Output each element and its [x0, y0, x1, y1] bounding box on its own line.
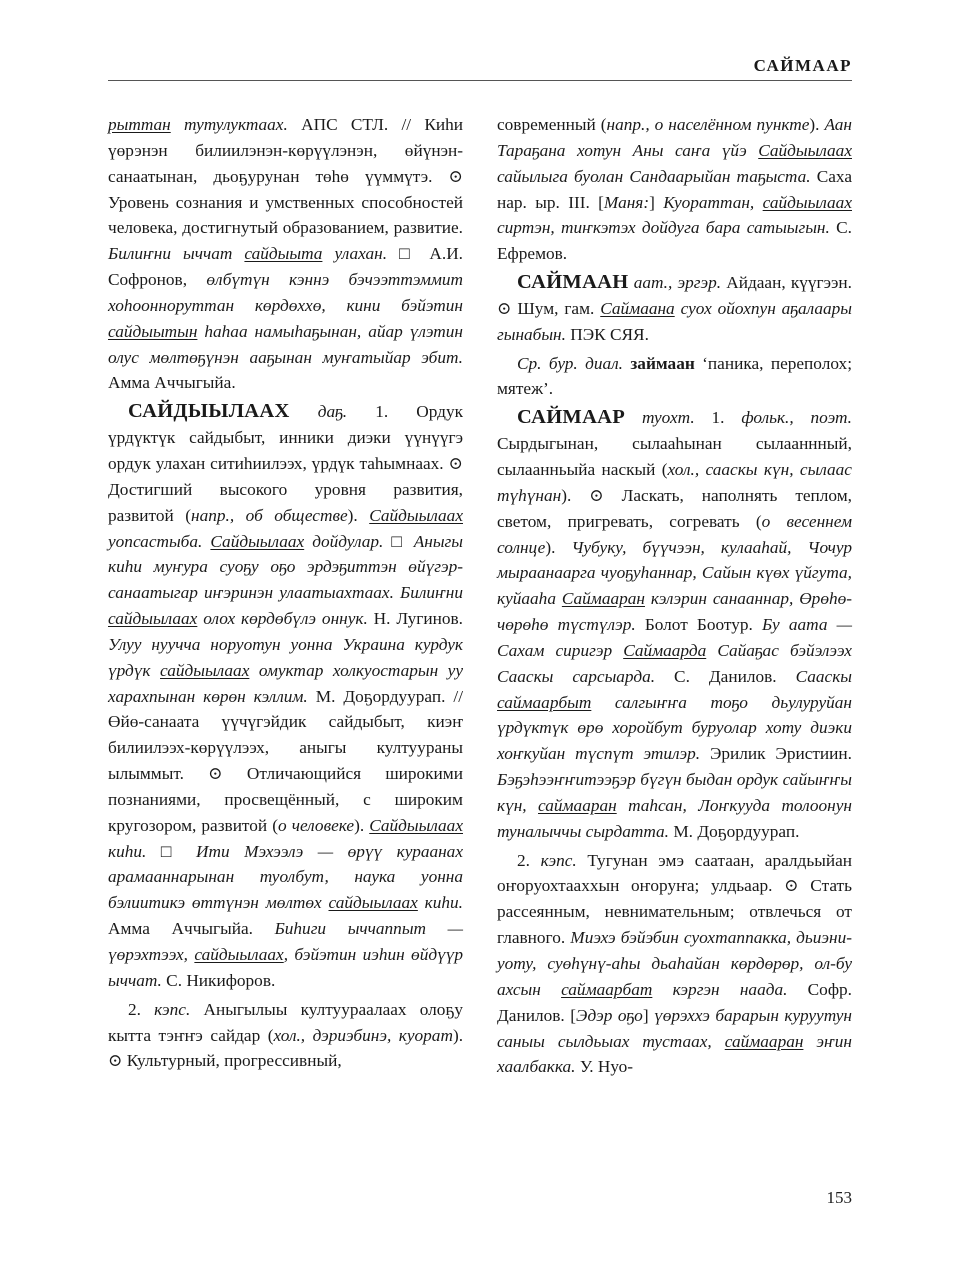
headword: САЙМААН	[517, 271, 629, 294]
headword: САЙМААР	[517, 406, 626, 429]
italic-text: о человеке	[277, 815, 355, 835]
italic-text: Миэхэ бэйэбин суохтаппакка, дьиэни-уоту, суөһүнү-аһы дьаһайан көрдөрөр, ол-бу ахсын	[497, 928, 853, 999]
text-run: АПС СТЛ. // Киһи үөрэнэн билиилэнэн-көрүүлэнэн, өйүнэн-санаатынан, дьоҕурунан төһө үүммүтэ. ⊙ Уровень сознания и умственных способностей человека, достигнутый образованием, развитие.	[108, 115, 464, 238]
italic-text: , бэйэтин иэһин өйдүүр ыччат.	[108, 945, 464, 990]
italic-text: о весеннем солнце	[497, 511, 852, 557]
italic-text: үөрэххэ барарын куруутун саныы сылдьыах тустаах,	[497, 1005, 852, 1051]
right-column	[497, 112, 852, 1083]
example-keyword: Сайдыылаах	[369, 815, 463, 835]
example-keyword: Саймаарда	[623, 640, 707, 660]
text-run: ).	[354, 815, 370, 835]
text-run: 2.	[128, 999, 155, 1019]
italic-text: кэлэрин санааннар, Өрөһө-чөрөһө түстүлэр.	[497, 589, 853, 635]
header-rule	[108, 80, 852, 81]
text-run: ).	[545, 537, 572, 557]
text-run: ]	[642, 1005, 655, 1025]
example-keyword: сайдыытын	[108, 321, 198, 341]
example-keyword: рыттан	[108, 115, 171, 134]
example-keyword: сайдыыта	[244, 244, 323, 264]
text-run: Сырдыгынан, сылааһынан сылааннный, сылаанньыйа наскый (	[497, 434, 852, 479]
text-run: 1.	[694, 408, 742, 428]
italic-text: Билиҥни ыччат	[108, 244, 245, 264]
example-keyword: саймаарбат	[561, 979, 653, 999]
text-run: М. Доҕордуурап. // Өйө-санаата үүчүгэйдик сайдыбыт, киэҥ билиилээх-көрүүлээх, аныгы култуураны ылыммыт. ⊙ Отличающийся широкими познаниями, просвещённый, с широким кругозором, развитой (	[108, 686, 463, 835]
entry-paragraph	[108, 399, 463, 993]
italic-text: туохт.	[625, 408, 695, 428]
italic-text: уопсастыба.	[108, 531, 211, 551]
example-keyword: сайдыылаах	[194, 945, 284, 964]
example-keyword: сайдыылаах	[108, 609, 198, 629]
running-head: САЙМААР	[753, 56, 852, 75]
text-run: С. Ефремов.	[497, 218, 852, 264]
italic-text: омуктар холкуостарын уу харахпынан көрөн кэллим.	[108, 660, 463, 706]
italic-text: Сайаҕас бэйэлээх Сааскы сарсыарда.	[497, 640, 852, 686]
text-run: ). ⊙ Культурный, прогрессивный,	[108, 1025, 464, 1071]
italic-text: Аан Тараҕана хотун Аны саҥа үйэ	[497, 115, 852, 160]
italic-text: Улуу нуучча норуотун уонна Украина курдук үрдүк	[108, 634, 463, 680]
text-run: ‘паника, переполох; мятеж’.	[497, 353, 852, 399]
italic-text: Эдэр оҕо	[576, 1005, 643, 1025]
italic-text: Ср. бур. диал.	[517, 353, 623, 373]
text-run: Саха нар. ыр. III. [	[497, 166, 852, 212]
text-run: □	[387, 244, 430, 264]
text-run: Айдаан, күүгээн. ⊙ Шум, гам.	[497, 273, 852, 318]
example-keyword: Сайдыылаах	[369, 505, 463, 525]
entry-paragraph	[497, 405, 852, 844]
italic-text: салгыҥҥа тоҕо дьулуруйан үрдүктүк өрө хоройбут буруолар хоту диэки хоҥкуйан түспүт этилэр.	[497, 692, 852, 764]
italic-text: фольк., поэт.	[741, 408, 852, 428]
text-run: Эрилик Эристиин.	[700, 744, 853, 764]
italic-text: кэргэн наада.	[652, 979, 788, 999]
italic-text: Чубуку, бүүчээн, кулааһай, Чочур мыраанаарга чуоҕуһаннар, Сайын күөх үйгута, куйааһа	[497, 537, 852, 609]
example-keyword: сайдыылаах	[328, 893, 418, 913]
italic-text: тутулуктаах.	[170, 115, 288, 134]
example-keyword: саймааран	[538, 795, 617, 815]
italic-text: дойдулар.	[304, 531, 384, 551]
example-keyword: саймааран	[724, 1031, 804, 1051]
italic-text: өлбүтүн кэннэ бэчээттэммит хоһоонноруттан көрдөххө, кини бэйэтин	[108, 270, 463, 315]
italic-text: Куораттан,	[663, 192, 763, 212]
text-run: М. Доҕордуурап.	[669, 821, 800, 841]
example-keyword: саймаарбыт	[497, 692, 592, 712]
entry-paragraph	[497, 270, 852, 348]
example-keyword: Саймааран	[561, 589, 645, 609]
italic-text: Ити Мэхээлэ — өрүү кураанах арамааннарынан туолбут, наука уонна бэлиитикэ өттүнэн мөлтөх	[108, 841, 463, 913]
text-run: ]	[649, 192, 664, 212]
italic-text: сайылыга буолан Сандаарыйан таҕыста.	[497, 166, 811, 186]
page-number: 153	[826, 1188, 852, 1207]
left-column	[108, 112, 463, 1077]
text-run: современный (	[497, 115, 607, 134]
italic-text: Бу аата — Сахам сиригэр	[497, 615, 852, 660]
example-keyword: Сайдыылаах	[758, 140, 852, 160]
text-run: ). ⊙ Ласкать, наполнять теплом, светом, пригревать, согревать (	[497, 485, 852, 531]
italic-text: кэпс.	[540, 850, 577, 870]
text-run: Амма Аччыгыйа.	[108, 373, 236, 393]
text-run: Н. Лугинов.	[367, 609, 463, 629]
italic-text: таһсан, Лоҥкууда толоонун туналыччы сырдатта.	[497, 795, 852, 841]
text-run: □	[146, 841, 196, 861]
text-run: С. Данилов.	[655, 666, 796, 686]
text-run: Амма Аччыгыйа.	[108, 919, 275, 939]
italic-text: киһи.	[108, 841, 147, 861]
text-run: ).	[347, 505, 370, 525]
italic-text: Биһиги ыччаппыт — үөрэхтээх,	[108, 919, 463, 964]
bold-term: займаан	[630, 353, 695, 373]
italic-text: напр., об обществе	[191, 505, 348, 525]
italic-text: кэпс.	[154, 999, 191, 1019]
italic-text: аат., эргэр.	[628, 273, 722, 293]
text-run: ПЭК СЯЯ.	[565, 324, 649, 344]
entry-paragraph	[108, 997, 463, 1075]
text-run: 2.	[517, 850, 541, 870]
text-run: □	[383, 531, 414, 551]
text-run: Тугунан эмэ саатаан, аралдьыйан оҥоруохтааххын оҥоруҥа; улдьаар. ⊙ Стать рассеянным, невнимательным; отвлечься от главного.	[497, 850, 853, 948]
italic-text: хол., сааскы күн, сылаас түһүнан	[497, 459, 852, 505]
entry-paragraph	[497, 848, 852, 1081]
italic-text: Сааскы	[795, 666, 852, 686]
example-keyword: сайдыылаах	[762, 192, 852, 212]
entry-paragraph	[497, 112, 852, 267]
example-keyword: Саймаана	[600, 298, 675, 318]
text-run: Болот Боотур.	[635, 615, 763, 635]
italic-text: напр., о населённом пункте	[606, 115, 810, 134]
text-run: С. Никифоров.	[161, 970, 276, 990]
italic-text: улахан.	[322, 244, 388, 264]
text-run: 1. Ордук үрдүктүк сайдыбыт, инники диэки үүнүүгэ ордук улахан ситиһиилээх, үрдүк таһымнаах. ⊙ Достигший высокого уровня развития, развитой (	[108, 402, 464, 525]
text-run: У. Нуо-	[575, 1057, 633, 1077]
italic-text: киһи.	[417, 893, 463, 913]
italic-text: һаһаа намыһаҕынан, айар үлэтин олус мөлтөҕүнэн ааҕынан муҥатыйар эбит.	[108, 321, 463, 367]
italic-text: Маня:	[603, 192, 650, 212]
example-keyword: сайдыылаах	[160, 660, 250, 680]
italic-text: Аныгы киһи муҥура суоҕу оҕо эрдэҕиттэн өйүгэр-санаатыгар иҥэринэн улаатыахтаах. Билиҥни	[108, 531, 463, 603]
text-run: Софр. Данилов. [	[497, 979, 852, 1025]
example-keyword: Сайдыылаах	[210, 531, 305, 551]
italic-text: суох ойохпун аҕалаары гынабын.	[497, 298, 852, 344]
entry-paragraph	[497, 351, 852, 403]
italic-text: эҥин хаалбакка.	[497, 1031, 853, 1077]
text-run: Аныгылыы култуураалаах олоҕу кытта тэҥҥэ сайдар (	[108, 999, 463, 1045]
italic-text: Бэҕэһээҥҥитээҕэр бүгүн быдан ордук сайыҥҥы күн,	[497, 770, 852, 815]
italic-text: даҕ.	[289, 402, 348, 422]
entry-paragraph	[108, 112, 463, 396]
italic-text: сиртэн, тиҥкэтэх дойдуга бара сатыыгын.	[497, 218, 830, 238]
italic-text: хол., дэриэбинэ, куорат	[273, 1025, 453, 1045]
text-run: А.И. Софронов,	[108, 244, 463, 290]
text-run: ).	[809, 115, 825, 134]
headword: САЙДЫЫЛААХ	[128, 400, 290, 423]
italic-text: олох көрдөбүлэ оннук.	[197, 609, 368, 629]
